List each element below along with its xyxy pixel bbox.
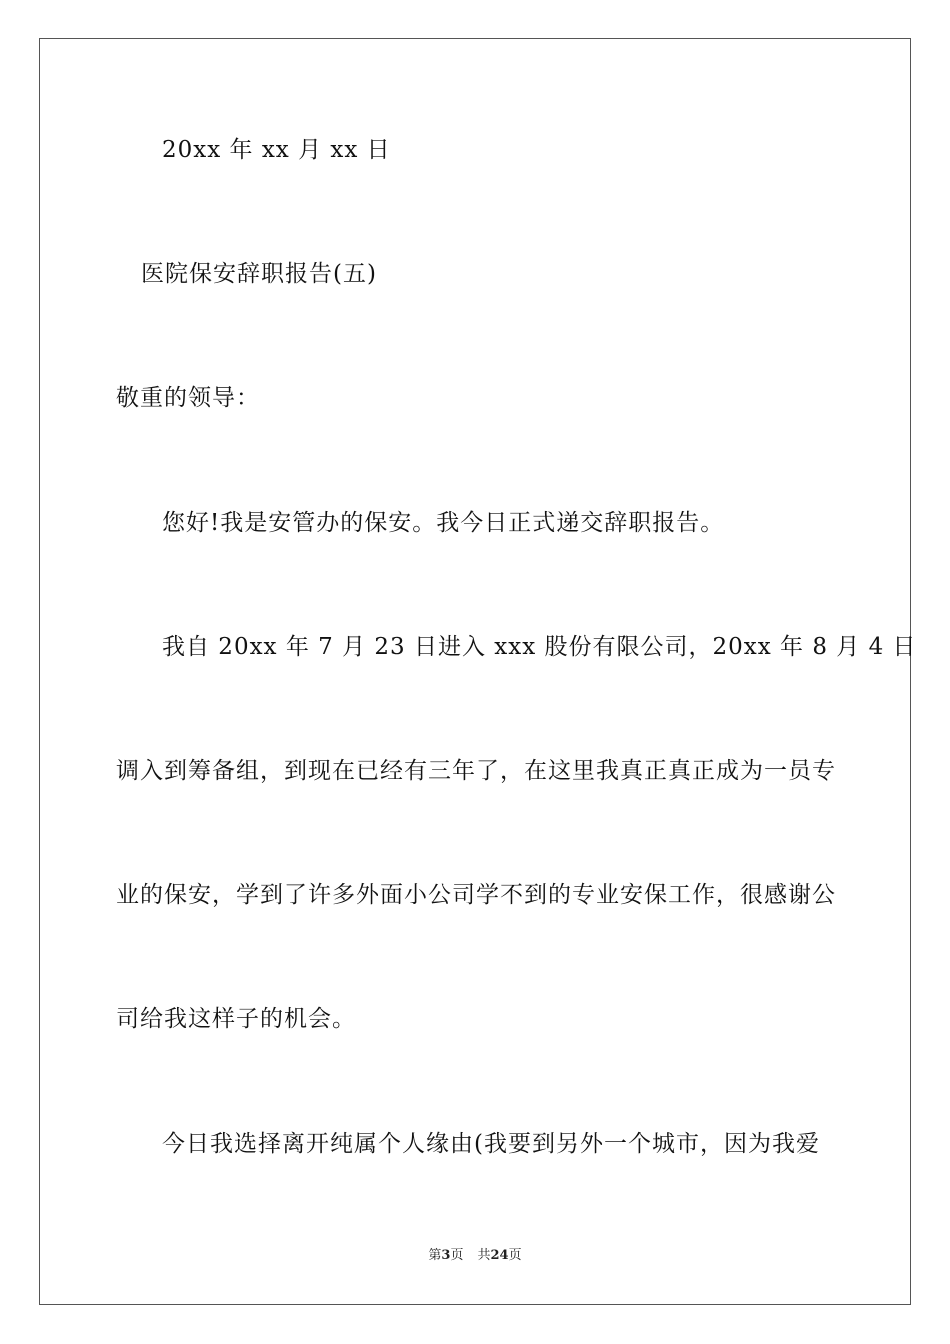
- page-footer: [0, 1247, 950, 1265]
- footer-total-prefix: 共: [477, 1248, 491, 1263]
- footer-total-number: 24: [490, 1248, 509, 1263]
- page-frame: [39, 38, 911, 1305]
- footer-page-prefix: 第: [428, 1248, 442, 1263]
- document-title: 医院保安辞职报告(五): [141, 261, 377, 287]
- paragraph-line-1: 您好!我是安管办的保安。我今日正式递交辞职报告。: [162, 510, 725, 536]
- date-line: 20xx 年 xx 月 xx 日: [162, 137, 391, 163]
- paragraph-line-5: 司给我这样子的机会。: [116, 1006, 356, 1032]
- paragraph-line-2: 我自 20xx 年 7 月 23 日进入 xxx 股份有限公司，20xx 年 8 月 4 日: [162, 634, 917, 660]
- paragraph-line-6: 今日我选择离开纯属个人缘由(我要到另外一个城市，因为我爱: [162, 1131, 820, 1157]
- salutation: 敬重的领导：: [116, 385, 260, 411]
- paragraph-line-3: 调入到筹备组，到现在已经有三年了，在这里我真正真正成为一员专: [116, 758, 836, 784]
- footer-page-suffix: 页: [450, 1248, 464, 1263]
- footer-total-suffix: 页: [508, 1248, 522, 1263]
- paragraph-line-4: 业的保安，学到了许多外面小公司学不到的专业安保工作，很感谢公: [116, 882, 836, 908]
- footer-page-number: 3: [441, 1248, 451, 1263]
